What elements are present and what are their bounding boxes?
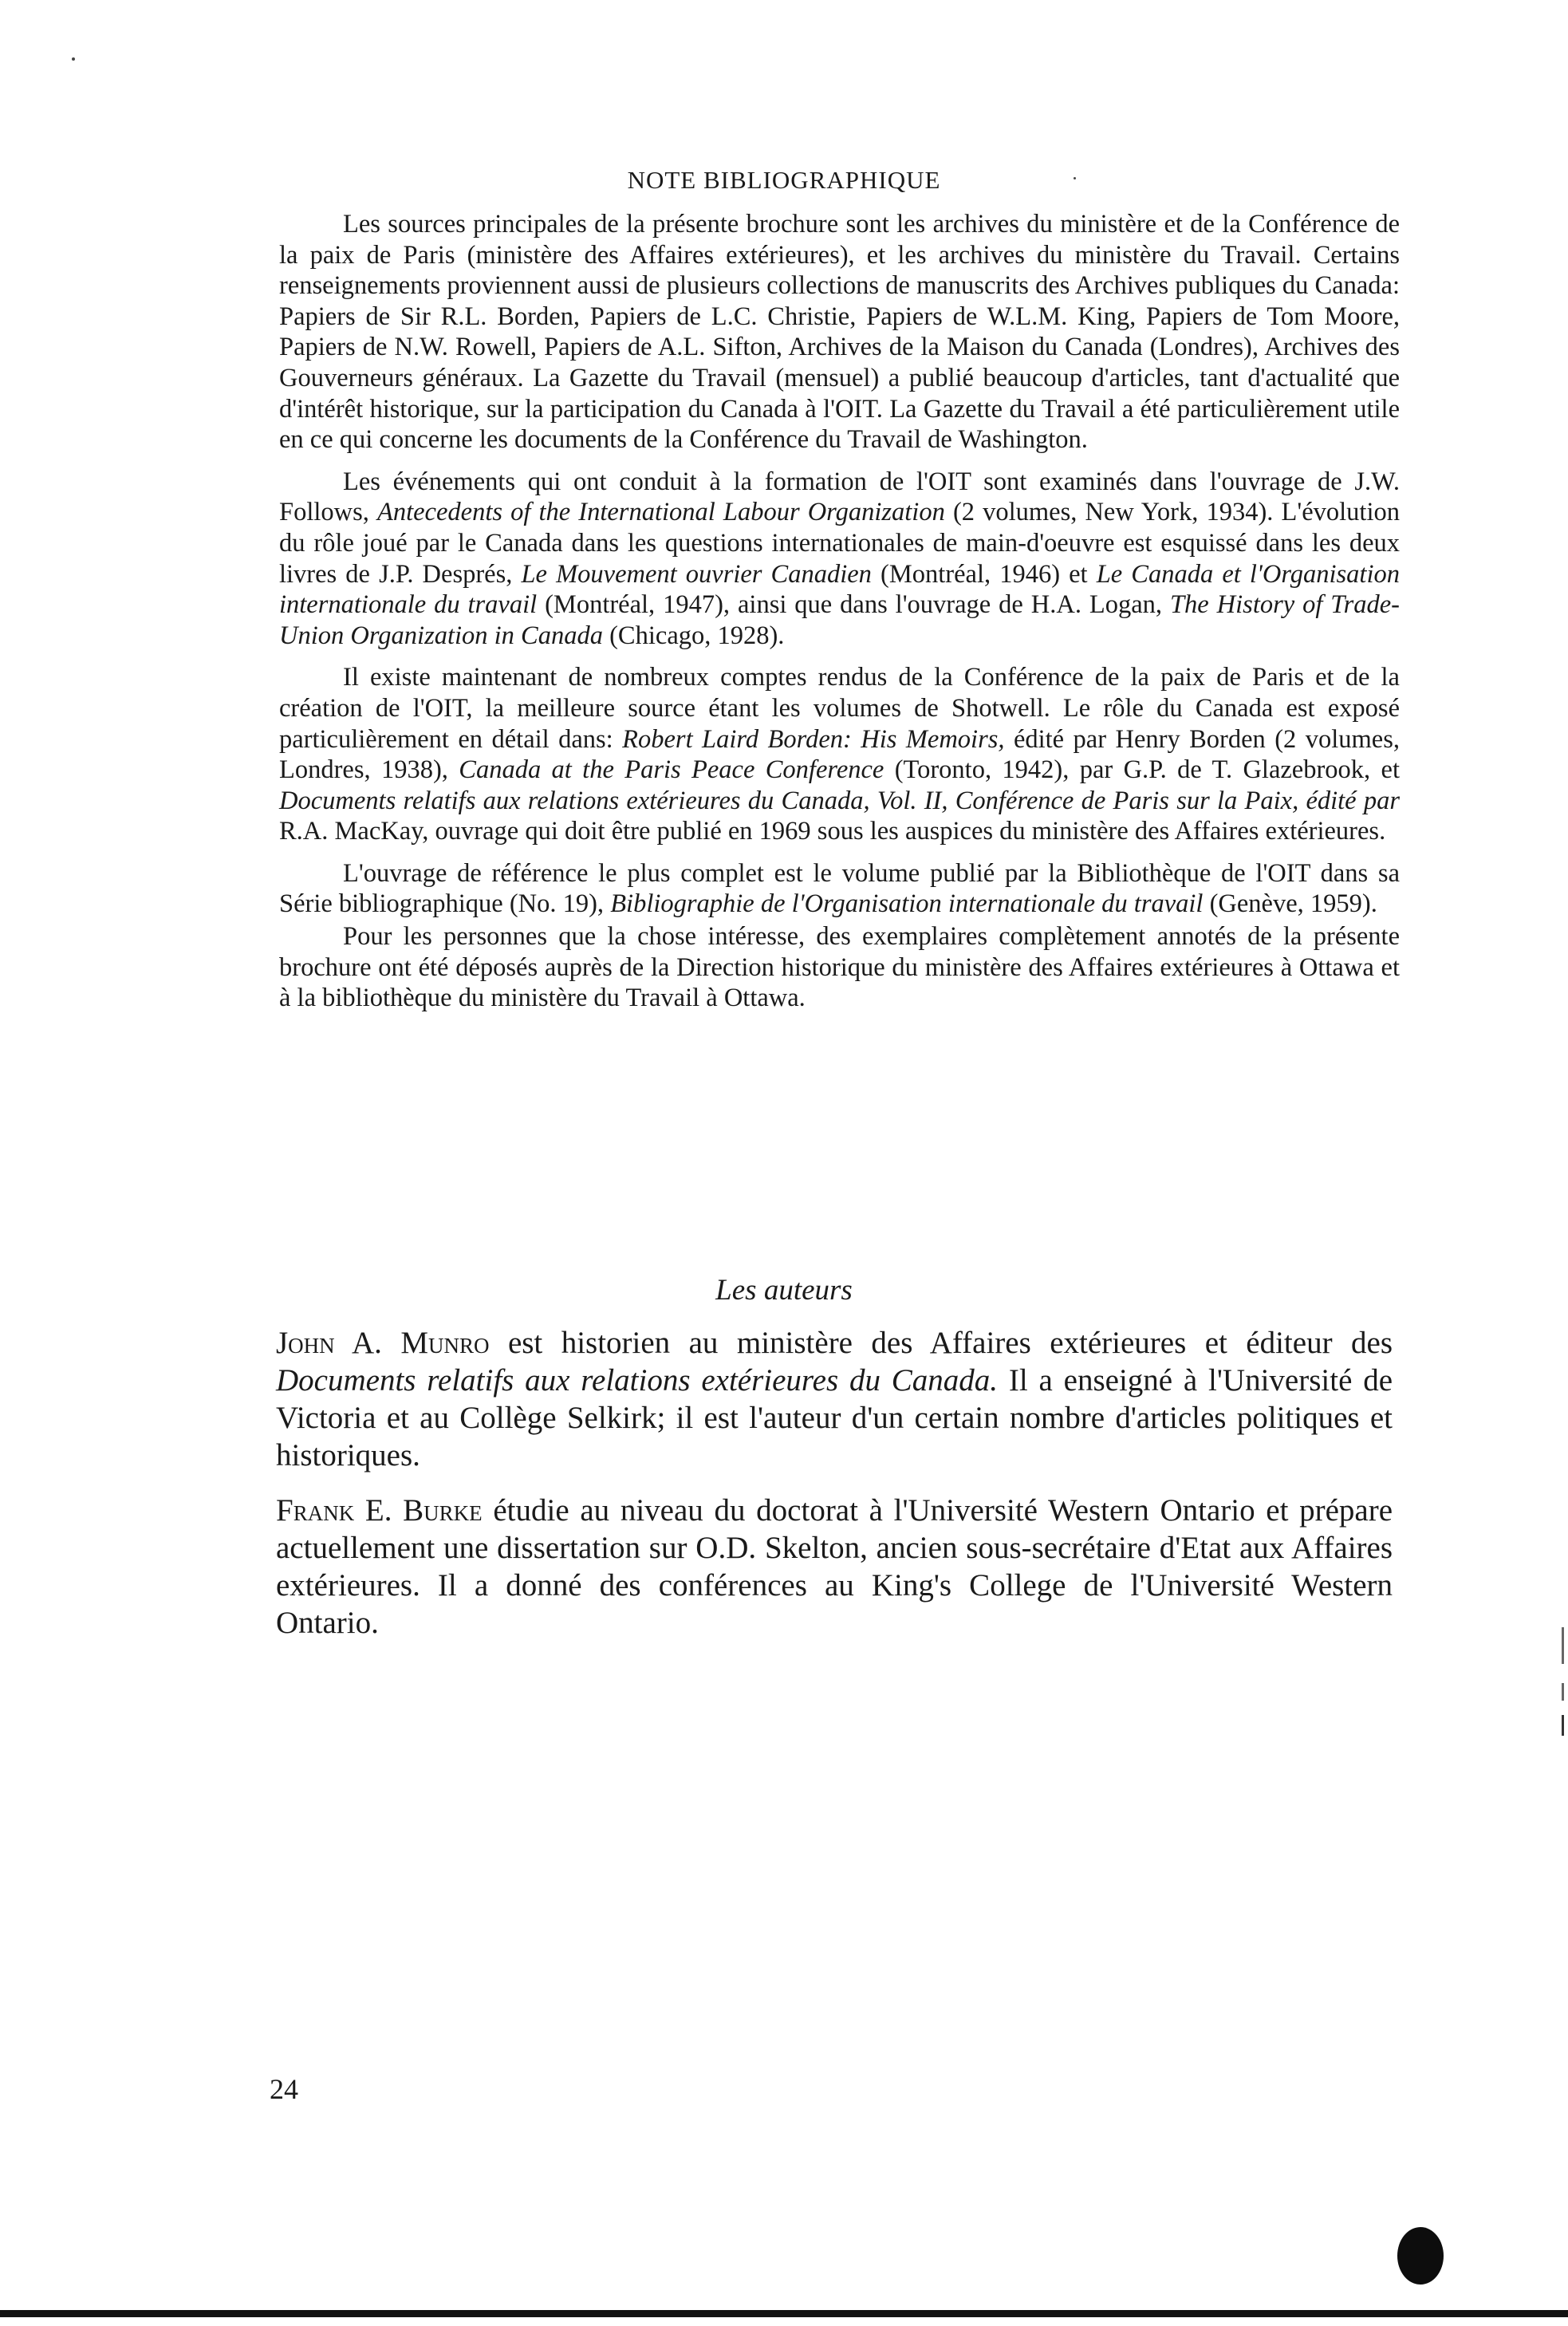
book-title: Le Mouvement ouvrier Canadien xyxy=(521,559,872,589)
biblio-paragraph-annotated-copies: Pour les personnes que la chose intéresse, des exemplaires complètement annotés de la présente brochure ont été déposés auprès de la Direction historique du ministère des Affaires extérieures à Ottawa et à la bibliothèque du ministère du Travail à Ottawa. xyxy=(279,922,1400,1013)
biblio-paragraph-sources: Les sources principales de la présente brochure sont les archives du ministère et de la Conférence de la paix de Paris (ministère des Affaires extérieures), et les archives du ministère du Travail. Certains renseignements proviennent aussi de plusieurs collections de manuscrits des Archives publiques du Canada: Papiers de Sir R.L. Borden, Papiers de L.C. Christie, Papiers de W.L.M. King, Papiers de Tom Moore, Papiers de N.W. Rowell, Papiers de A.L. Sifton, Archives de la Maison du Canada (Londres), Archives des Gouverneurs généraux. La Gazette du Travail (mensuel) a publié beaucoup d'articles, tant d'actualité que d'intérêt historique, sur la participation du Canada à l'OIT. La Gazette du Travail a été particulièrement utile en ce qui concerne les documents de la Conférence du Travail de Washington. xyxy=(279,210,1400,455)
biblio-paragraph-paris-conference xyxy=(279,662,1400,847)
book-title: Robert Laird Borden: His Memoirs, xyxy=(622,724,1005,754)
authors-section xyxy=(276,1324,1393,1659)
scan-edge-mark xyxy=(1562,1715,1564,1736)
scan-speck xyxy=(72,57,75,61)
book-title: Antecedents of the International Labour Organization xyxy=(376,498,945,527)
text-run: (Montréal, 1947), ainsi que dans l'ouvrage de H.A. Logan, xyxy=(537,590,1170,620)
authors-heading: Les auteurs xyxy=(715,1274,853,1307)
text-run: Il existe maintenant de nombreux comptes rendus de la Conférence de la paix de Paris et de la création de l'OIT, la meilleure source étant les volumes de Shotwell. Le rôle du Canada est exposé particulièrement en détail dans: xyxy=(279,663,1400,754)
scan-edge-mark xyxy=(1562,1627,1564,1664)
text-run: (Chicago, 1928). xyxy=(602,621,785,650)
text-run: (Montréal, 1946) et xyxy=(871,559,1097,589)
author-name: Frank E. Burke xyxy=(276,1493,483,1528)
book-title: Canada at the Paris Peace Conference xyxy=(459,755,884,785)
book-title: Bibliographie de l'Organisation internationale du travail xyxy=(610,889,1204,919)
book-title: Le Canada et l'Organisation internationale du travail xyxy=(279,559,1400,620)
scan-bottom-edge xyxy=(0,2310,1568,2317)
text-run: étudie au niveau du doctorat à l'Université Western Ontario et prépare actuellement une dissertation sur O.D. Skelton, ancien sous-secrétaire d'Etat aux Affaires extérieures. Il a donné des conférences au King's College de l'Université Western Ontario. xyxy=(276,1493,1393,1640)
author-bio-munro xyxy=(276,1324,1393,1474)
ink-blot xyxy=(1397,2227,1444,2285)
author-bio-burke xyxy=(276,1492,1393,1642)
scan-speck xyxy=(1074,177,1076,179)
text-run: Il a enseigné à l'Université de Victoria et au Collège Selkirk; il est l'auteur d'un certain nombre d'articles politiques et historiques. xyxy=(276,1363,1393,1472)
bibliographic-note xyxy=(279,209,1400,1025)
text-run: (2 volumes, New York, 1934). L'évolution du rôle joué par le Canada dans les questions internationales de main-d'oeuvre est esquissé dans les deux livres de J.P. Després, xyxy=(279,498,1400,589)
biblio-paragraph-reference-work xyxy=(279,858,1400,920)
text-run: (Genève, 1959). xyxy=(1203,889,1377,919)
author-name: John A. Munro xyxy=(276,1326,490,1360)
text-run: R.A. MacKay, ouvrage qui doit être publié en 1969 sous les auspices du ministère des Affaires extérieures. xyxy=(279,817,1386,846)
page-heading: NOTE BIBLIOGRAPHIQUE xyxy=(627,166,941,194)
text-run: Les événements qui ont conduit à la formation de l'OIT sont examinés dans l'ouvrage de J.W. Follows, xyxy=(279,467,1400,527)
book-title: The History of Trade-Union Organization in Canada xyxy=(279,590,1400,650)
text-run: est historien au ministère des Affaires extérieures et éditeur des xyxy=(489,1326,1393,1360)
page-number: 24 xyxy=(270,2073,298,2105)
book-title: Documents relatifs aux relations extérieures du Canada, Vol. II, Conférence de Paris sur la Paix, édité par xyxy=(279,786,1400,815)
text-run: édité par Henry Borden (2 volumes, Londres, 1938), xyxy=(279,724,1401,785)
book-title: Documents relatifs aux relations extérieures du Canada. xyxy=(276,1363,999,1398)
scan-edge-mark xyxy=(1562,1683,1564,1701)
text-run: (Toronto, 1942), par G.P. de T. Glazebrook, et xyxy=(884,755,1400,785)
text-run: L'ouvrage de référence le plus complet est le volume publié par la Bibliothèque de l'OIT dans sa Série bibliographique (No. 19), xyxy=(279,858,1400,919)
biblio-paragraph-formation xyxy=(279,467,1400,652)
